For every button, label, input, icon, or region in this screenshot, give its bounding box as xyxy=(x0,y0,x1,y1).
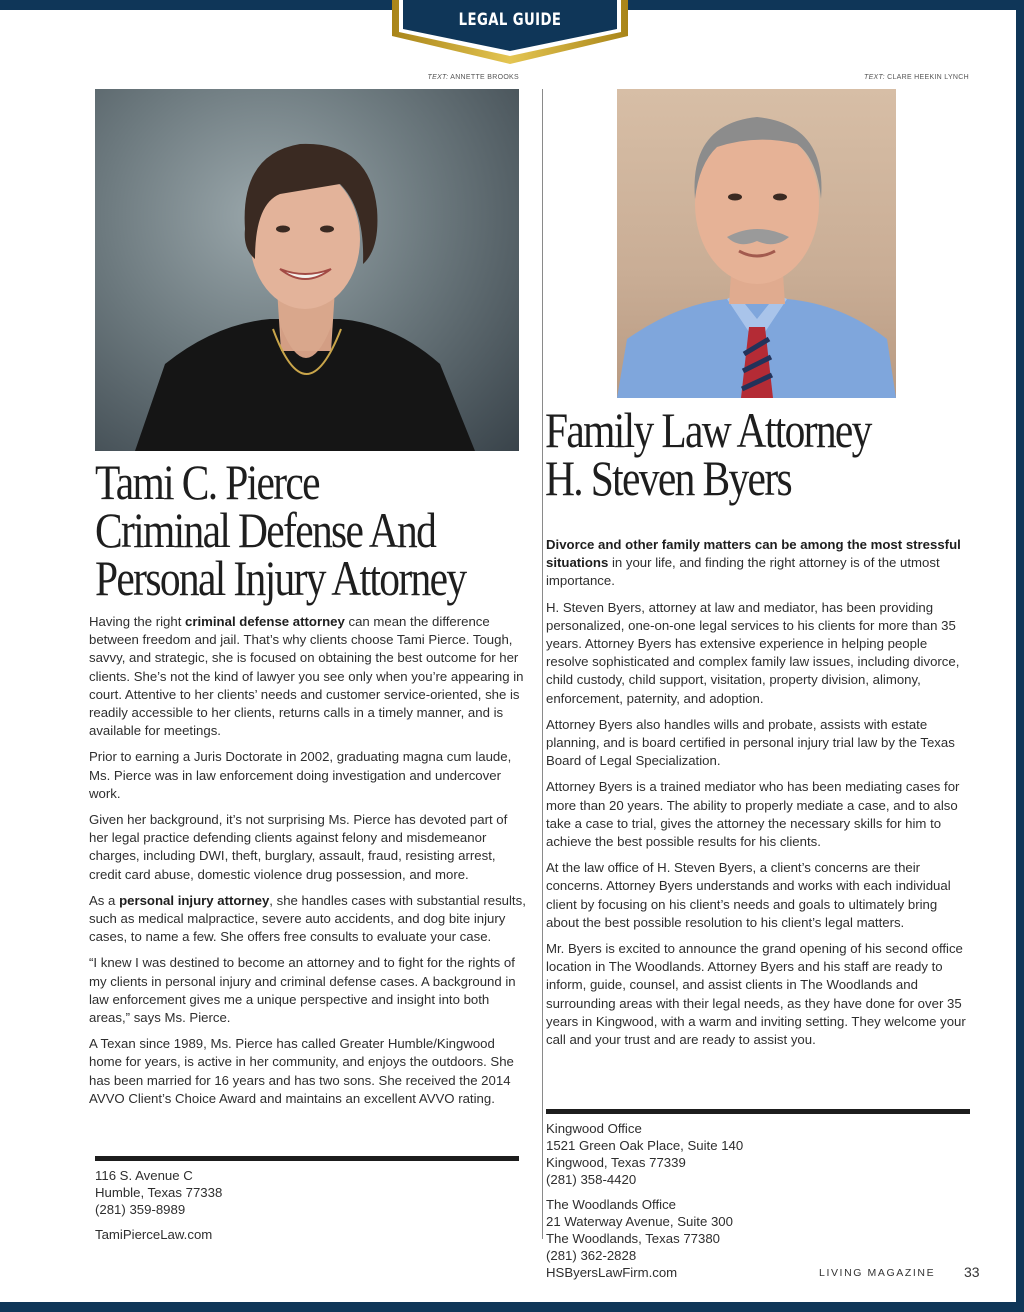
headline-pierce-line: Personal Injury Attorney xyxy=(95,550,466,606)
headline-pierce-line: Criminal Defense And xyxy=(95,502,436,558)
byers-contact xyxy=(546,1120,743,1281)
byers-article-body xyxy=(546,536,970,1057)
paragraph: Prior to earning a Juris Doctorate in 2002, graduating magna cum laude, Ms. Pierce was in law enforcement doing investigation and undercover work. xyxy=(89,749,512,801)
legal-guide-banner xyxy=(392,0,628,66)
phone-number: (281) 359-8989 xyxy=(95,1202,186,1217)
portrait-steven-byers xyxy=(617,89,896,398)
contact-rule-right xyxy=(546,1109,970,1114)
headline-pierce-line: Tami C. Pierce xyxy=(95,454,319,510)
address-street: 21 Waterway Avenue, Suite 300 xyxy=(546,1214,733,1229)
text: , she handles cases with substantial results, such as medical malpractice, severe auto accidents, and dog bite injury cases, to name a few. She offers free consults to evaluate your case. xyxy=(89,892,526,945)
frame-right xyxy=(1016,0,1024,1312)
text: As a xyxy=(89,892,120,908)
credit-right-name: CLARE HEEKIN LYNCH xyxy=(887,74,969,81)
address-city: Kingwood, Texas 77339 xyxy=(546,1155,686,1170)
address-street: 1521 Green Oak Place, Suite 140 xyxy=(546,1138,744,1153)
text: in your life, and finding the right attorney is of the utmost importance. xyxy=(546,555,940,589)
website-link[interactable]: TamiPierceLaw.com xyxy=(95,1227,213,1242)
portrait-pierce-illustration xyxy=(95,89,519,451)
paragraph: A Texan since 1989, Ms. Pierce has called Greater Humble/Kingwood home for years, is active in her community, and enjoys the outdoors. She has been married for 16 years and has two sons. She received the 2014 AVVO Client’s Choice Award and maintains an excellent AVVO rating. xyxy=(89,1036,514,1106)
credit-right-prefix: TEXT: xyxy=(864,74,885,81)
phone-number: (281) 362-2828 xyxy=(546,1248,637,1263)
portrait-tami-pierce xyxy=(95,89,519,451)
address-city: Humble, Texas 77338 xyxy=(95,1185,223,1200)
magazine-name: LIVING MAGAZINE xyxy=(819,1267,936,1279)
paragraph xyxy=(89,613,526,740)
paragraph xyxy=(89,892,526,947)
pierce-article-body xyxy=(89,613,526,1116)
office-name: The Woodlands Office xyxy=(546,1197,676,1212)
paragraph: Attorney Byers also handles wills and probate, assists with estate planning, and is board certified in personal injury trial law by the Texas Board of Legal Specialization. xyxy=(546,716,955,769)
paragraph: At the law office of H. Steven Byers, a client’s concerns are their concerns. Attorney Byers understands and works with each individual client by focusing on his client’s needs and goals to ultimately bring about the best possible resolution to his client’s legal matters. xyxy=(546,860,951,930)
paragraph: Mr. Byers is excited to announce the grand opening of his second office location in The Woodlands. Attorney Byers and his staff are ready to inform, guide, counsel, and assist clients in The Woodlands and surrounding areas with their legal needs, as they have done for over 35 years in Kingwood, with a warm and inviting setting. They welcome your call and your trust and are ready to assist you. xyxy=(546,941,966,1048)
website-link[interactable]: HSByersLawFirm.com xyxy=(546,1265,678,1280)
text: Having the right xyxy=(89,614,186,629)
credit-left-name: ANNETTE BROOKS xyxy=(450,74,519,81)
paragraph: H. Steven Byers, attorney at law and mediator, has been providing personalized, one-on-one legal services to his clients for more than 35 years. Attorney Byers has extensive experience in helping people resolve sophisticated and complex family law issues, including divorce, child custody, child support, visitation, property division, alimony, enforcement, paternity, and adoption. xyxy=(546,599,960,706)
bold-text: Divorce and other family matters can be among the most stressful situations xyxy=(546,537,961,571)
headline-byers xyxy=(545,402,871,506)
paragraph: Attorney Byers is a trained mediator who has been mediating cases for more than 20 years. The ability to properly mediate a case, and to also take a case to trial, gives the attorney the necessary skills for him to achieve the best possible results for his clients. xyxy=(546,779,960,850)
address-city: The Woodlands, Texas 77380 xyxy=(546,1231,720,1246)
address-street: 116 S. Avenue C xyxy=(95,1168,193,1183)
paragraph: Given her background, it’s not surprising Ms. Pierce has devoted part of her legal practice defending clients against felony and misdemeanor charges, including DWI, theft, burglary, assault, fraud, resisting arrest, credit card abuse, domestic violence drug possession, and more. xyxy=(89,812,508,882)
credit-left xyxy=(400,74,519,81)
bold-text: personal injury attorney xyxy=(119,892,270,908)
headline-byers-line: H. Steven Byers xyxy=(545,450,791,506)
frame-bottom xyxy=(0,1302,1024,1312)
bold-text: criminal defense attorney xyxy=(185,614,345,629)
phone-number: (281) 358-4420 xyxy=(546,1172,637,1187)
paragraph: “I knew I was destined to become an attorney and to fight for the rights of my clients in personal injury and criminal defense cases. A background in law enforcement gives me a unique perspective and insight into both areas,” says Ms. Pierce. xyxy=(89,955,516,1026)
credit-right xyxy=(820,74,969,81)
portrait-byers-illustration xyxy=(617,89,896,398)
text: can mean the difference between freedom and jail. That’s why clients choose Tami Pierce. Tough, savvy, and strategic, she is focused on obtaining the best outcome for her clients. She’s not the kind of lawyer you see only when you’re appearing in court. Attentive to her clients’ needs and customer service-oriented, she is readily accessible to her clients, returns calls in a timely manner, and is available for meetings. xyxy=(89,614,524,739)
headline-pierce xyxy=(95,454,466,606)
pierce-contact xyxy=(95,1167,222,1243)
banner-label: LEGAL GUIDE xyxy=(458,10,562,30)
page-number: 33 xyxy=(964,1264,980,1280)
paragraph xyxy=(546,536,970,591)
office-name: Kingwood Office xyxy=(546,1121,642,1136)
credit-left-prefix: TEXT: xyxy=(427,74,449,81)
contact-rule-left xyxy=(95,1156,519,1161)
headline-byers-line: Family Law Attorney xyxy=(545,402,871,458)
column-divider xyxy=(542,89,543,1239)
